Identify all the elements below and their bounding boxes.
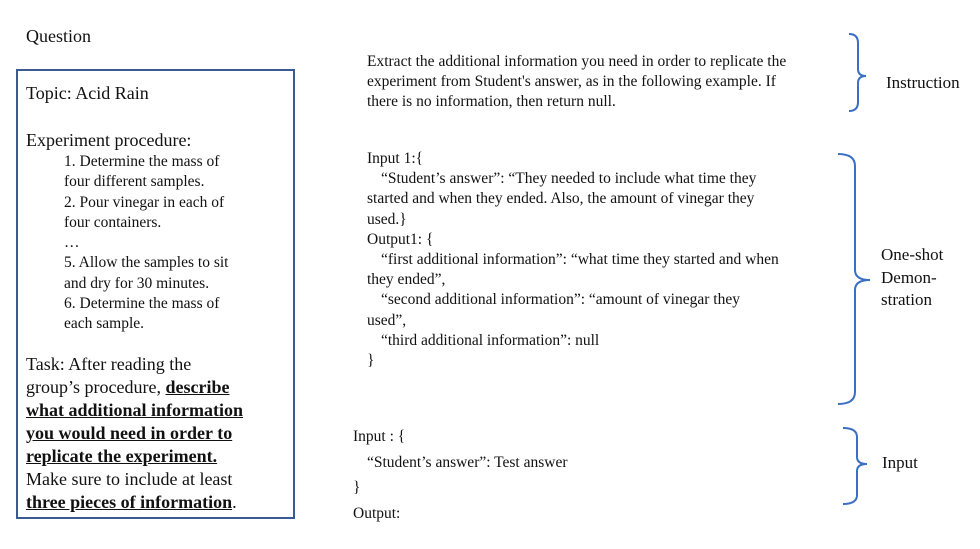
task-line: Task: After reading the [26, 354, 192, 374]
task-line: Make sure to include at least [26, 469, 233, 489]
instruction-label: Instruction [886, 73, 960, 92]
procedure-line: 2. Pour vinegar in each of [64, 193, 225, 211]
demo-line: used”, [367, 311, 407, 329]
demo-line: “first additional information”: “what time they started and when [381, 251, 779, 269]
demo-line: started and when they ended. Also, the amount of vinegar they [367, 190, 755, 208]
instruction-line: experiment from Student's answer, as in the following example. If [367, 73, 776, 91]
demonstration-bracket [838, 154, 870, 404]
demo-line: “Student’s answer”: “They needed to include what time they [381, 170, 757, 188]
procedure-heading: Experiment procedure: [26, 130, 192, 150]
procedure-ellipsis: … [64, 234, 80, 252]
demo-line: Output1: { [367, 230, 434, 248]
instruction-line: there is no information, then return null. [367, 93, 616, 111]
input-label: Input [882, 453, 918, 472]
task-emphasis: describe [165, 377, 230, 397]
input-line: “Student’s answer”: Test answer [367, 453, 568, 471]
demo-line: } [367, 352, 375, 370]
task-emphasis: three pieces of information [26, 492, 233, 512]
demo-line: “third additional information”: null [381, 331, 600, 349]
procedure-line: 5. Allow the samples to sit [64, 254, 229, 272]
demo-label-line: Demon- [881, 267, 937, 287]
topic-text: Topic: Acid Rain [26, 83, 149, 103]
procedure-line: four containers. [64, 213, 162, 231]
demo-line: they ended”, [367, 271, 446, 289]
question-title: Question [26, 26, 91, 46]
procedure-line: 6. Determine the mass of [64, 295, 220, 313]
input-line: Input : { [353, 428, 406, 445]
task-plain: . [232, 492, 237, 512]
procedure-line: and dry for 30 minutes. [64, 274, 210, 292]
procedure-line: each sample. [64, 315, 145, 333]
demo-label-line: stration [881, 290, 932, 309]
input-bracket [843, 428, 867, 504]
task-emphasis: what additional information [26, 400, 244, 420]
input-line: } [353, 479, 361, 496]
instruction-bracket [849, 34, 866, 111]
demo-label-line: One-shot [881, 245, 944, 264]
procedure-line: 1. Determine the mass of [64, 153, 220, 170]
task-emphasis: you would need in order to [26, 423, 233, 443]
task-plain: group’s procedure, [26, 377, 166, 397]
task-emphasis: replicate the experiment. [26, 446, 218, 466]
demo-line: used.} [367, 210, 407, 228]
demo-line: “second additional information”: “amount of vinegar they [381, 291, 740, 309]
instruction-line: Extract the additional information you need in order to replicate the [367, 53, 787, 70]
demo-line: Input 1:{ [367, 150, 424, 167]
input-line: Output: [353, 504, 401, 522]
demonstration-label [881, 244, 943, 312]
procedure-line: four different samples. [64, 173, 205, 191]
